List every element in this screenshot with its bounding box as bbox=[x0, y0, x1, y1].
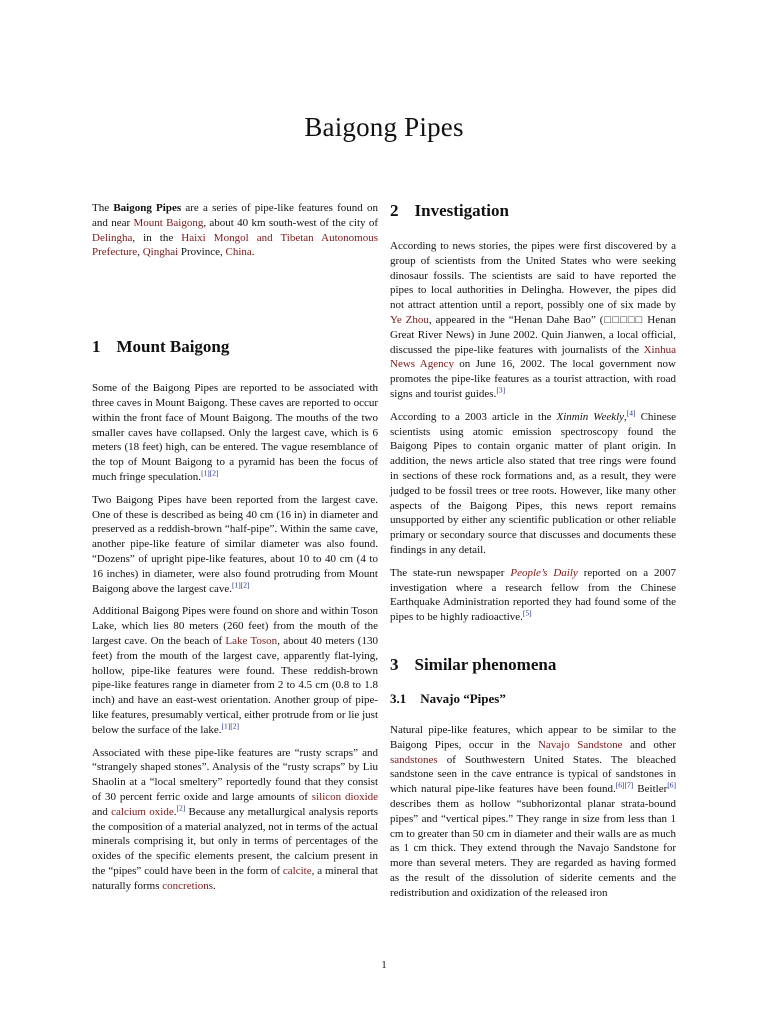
link-xinhua-news-agency[interactable]: Xinhua News Agency bbox=[390, 343, 676, 371]
link-ye-zhou[interactable]: Ye Zhou bbox=[390, 313, 429, 326]
link-peoples-daily[interactable]: People’s Daily bbox=[510, 566, 578, 579]
link-mount-baigong[interactable]: Mount Baigong bbox=[133, 216, 204, 229]
text: . bbox=[173, 805, 177, 818]
text: and other bbox=[622, 738, 676, 751]
link-calcite[interactable]: calcite bbox=[282, 864, 312, 877]
subsection-number: 3.1 bbox=[390, 690, 407, 706]
citation[interactable]: [1][2] bbox=[232, 579, 250, 589]
text: describes them as hollow “subhorizontal planar strata-bound pipes” and “vertical pipes.” They range in size from less than 1 cm to greater than 50 cm in diameter and their walls are as much as 1 cm thick. They extend through the Navajo Sandstone for more than several meters. They are regarded as having formed as the result of the dissolution of siderite cements and the redistribution and oxidization of the released iron bbox=[390, 797, 676, 899]
text: Additional Baigong Pipes were found on shore and within Toson Lake, which lies 80 meters (260 feet) from the mouth of the largest cave. On the beach of bbox=[92, 605, 378, 647]
section-number: 3 bbox=[390, 654, 399, 674]
paragraph-discovery bbox=[390, 239, 676, 402]
text: Associated with these pipe-like features are “rusty scraps” and “strangely shaped stones”. Analysis of the “rusty scraps” by Liu Shaolin at a “local smeltery” reportedly found that they consist of 30 percent ferric oxide and large amounts of bbox=[92, 746, 378, 803]
left-column bbox=[92, 201, 378, 901]
text: Some of the Baigong Pipes are reported to be associated with three caves in Mount Baigong. These caves are reported to occur within the front face of Mount Baigong. The mouths of the two smaller caves have collapsed. Only the largest cave, which is 6 meters (18 feet) high, can be entered. The vague resemblance of the top of Mount Baigong to a pyramid has been the focus of much fringe speculation. bbox=[92, 382, 378, 483]
section-title: Similar phenomena bbox=[414, 654, 557, 674]
page-title: Baigong Pipes bbox=[304, 112, 464, 142]
text: According to a 2003 article in the bbox=[390, 410, 557, 423]
text: and bbox=[92, 805, 112, 818]
subsection-heading-navajo-pipes bbox=[390, 691, 676, 707]
citation[interactable]: [5] bbox=[522, 608, 532, 618]
citation[interactable]: [6] bbox=[667, 780, 676, 790]
citation[interactable]: [1][2] bbox=[221, 721, 239, 731]
bold-term: Baigong Pipes bbox=[113, 202, 182, 214]
section-heading-mount-baigong bbox=[92, 337, 378, 357]
paragraph-xinmin-weekly bbox=[390, 410, 676, 558]
text: , about 40 meters (130 feet) from the mouth of the largest cave, apparently flat-lying, hollow, pipe-like features were found. These reddish-brown pipe-like features range in diameter from 2 to 4.5 cm (0.8 to 1.8 inch) and have an east-west orientation. Another group of pipe-like features, presumably vertical, either protrude from or lie just below the surface of the lake. bbox=[92, 634, 378, 736]
text: Natural pipe-like features, which appear to be similar to the Baigong Pipes, occur in the bbox=[390, 723, 676, 751]
text: Province, bbox=[178, 246, 226, 259]
citation[interactable]: [1][2] bbox=[201, 468, 219, 478]
text: , bbox=[137, 246, 143, 259]
section-heading-similar-phenomena bbox=[390, 655, 676, 675]
text: , about 40 km south-west of the city of bbox=[203, 216, 378, 229]
text: Chinese scientists using atomic emission spectroscopy found the Baigong Pipes to contain organic matter of plant origin. In addition, the news article also stated that tree rings were found in sections of these rock formations and, as a result, they were judged to be fossil trees or tree roots. However, like many other aspects of the Baigong Pipes, this news report remains unsupported by either any scientific publication or other reliable primary or secondary source that discusses and documents these findings in any detail. bbox=[390, 410, 677, 556]
paragraph-pipes-in-cave bbox=[92, 493, 378, 597]
citation[interactable]: [3] bbox=[496, 385, 506, 395]
text: , appeared in the “Henan Dahe Bao” ( bbox=[428, 313, 604, 326]
link-qinghai[interactable]: Qinghai bbox=[142, 246, 179, 259]
link-lake-toson[interactable]: Lake Toson bbox=[225, 634, 278, 647]
text: . bbox=[212, 879, 216, 892]
section-title: Mount Baigong bbox=[116, 337, 230, 357]
section-number: 2 bbox=[390, 201, 399, 220]
paragraph-caves bbox=[92, 381, 378, 485]
citation[interactable]: [2] bbox=[176, 803, 186, 813]
subsection-title: Navajo “Pipes” bbox=[420, 690, 506, 706]
text: The bbox=[92, 202, 114, 214]
text: of Southwestern United States. The bleached sandstone seen in the cave entrance is typical of sandstones in which natural pipe-like features have been found. bbox=[390, 753, 676, 796]
text: . bbox=[251, 246, 255, 259]
missing-glyphs: □□□□□ bbox=[603, 313, 644, 326]
paragraph-navajo-sandstone bbox=[390, 723, 676, 901]
text: , in the bbox=[132, 231, 182, 244]
link-china[interactable]: China bbox=[225, 246, 252, 259]
section-number: 1 bbox=[92, 337, 101, 357]
text: Henan Great River News) in June 2002. Quin Jianwen, a local official, discussed the pipe-like features with journalists of the bbox=[390, 313, 676, 356]
right-column bbox=[390, 201, 676, 908]
text: reported on a 2007 investigation where a research fellow from the Chinese Earthquake Administration reported they had found some of the pipes to be highly radioactive. bbox=[390, 566, 676, 624]
paragraph-toson-lake bbox=[92, 604, 378, 737]
link-silicon-dioxide[interactable]: silicon dioxide bbox=[311, 790, 379, 803]
link-haixi-prefecture[interactable]: Haixi Mongol and Tibetan Autonomous Prefecture bbox=[92, 231, 378, 259]
link-navajo-sandstone[interactable]: Navajo Sandstone bbox=[537, 738, 623, 751]
text: According to news stories, the pipes were first discovered by a group of scientists from the United States who were seeking dinosaur fossils. The scientists are said to have reported the pipes to local authorities in Delingha. However, the pipes did not attract attention until a report, possibly one of six made by bbox=[390, 240, 676, 312]
section-title: Investigation bbox=[414, 201, 509, 220]
italic-publication: Xinmin Weekly bbox=[556, 410, 625, 423]
section-heading-investigation bbox=[390, 201, 676, 221]
text: Beitler bbox=[633, 783, 668, 796]
text: Because any metallurgical analysis reports the composition of a material analyzed, not in terms of the actual minerals comprising it, but only in terms of percentages of the oxides of the specific elements present, the calcium present in the “pipes” could have been in the form of bbox=[92, 805, 378, 877]
link-calcium-oxide[interactable]: calcium oxide bbox=[111, 805, 174, 818]
link-sandstones[interactable]: sandstones bbox=[390, 753, 438, 766]
link-delingha[interactable]: Delingha bbox=[92, 231, 133, 244]
link-concretions[interactable]: concretions bbox=[162, 879, 213, 892]
intro-paragraph bbox=[92, 201, 378, 260]
text: , bbox=[624, 410, 627, 423]
text: , a mineral that naturally forms bbox=[92, 864, 378, 892]
text: are a series of pipe-like features found on and near bbox=[92, 202, 378, 229]
paragraph-peoples-daily bbox=[390, 566, 676, 625]
paragraph-rusty-scraps bbox=[92, 746, 378, 894]
text: The state-run newspaper bbox=[390, 566, 511, 579]
citation[interactable]: [4] bbox=[626, 408, 636, 418]
text: on June 16, 2002. The local government now promotes the pipe-like features as a tourist attraction, with road signs and tourist guides. bbox=[390, 358, 676, 400]
text: Two Baigong Pipes have been reported from the largest cave. One of these is described as being 40 cm (16 in) in diameter and preserved as a reddish-brown “half-pipe”. Within the same cave, another pipe-like feature of similar diameter was also found. “Dozens” of upright pipe-like features, about 10 to 40 cm (4 to 16 inches) in diameter, were also found protruding from Mount Baigong above the largest cave. bbox=[92, 493, 378, 595]
citation[interactable]: [6][7] bbox=[615, 780, 634, 790]
page-number: 1 bbox=[381, 959, 387, 971]
